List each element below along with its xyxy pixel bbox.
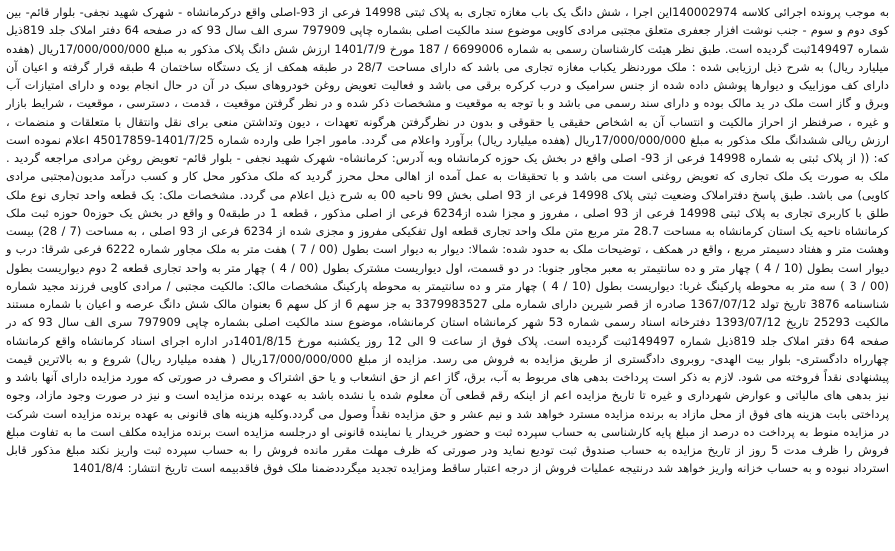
notice-date-label: تاریخ انتشار: (127, 461, 188, 476)
notice-publish-date: 1401/8/4 (72, 461, 124, 476)
notice-body-text: به موجب پرونده اجرائی کلاسه 140002974این اجرا ، شش دانگ یک باب مغازه تجاری به پلاک ثبتی 14998 فرعی از 93-اصلی واقع درکرمانشاه - شهرک شهید نجفی- بلوار قائم- بین کوی دوم و سوم - جنب نوشت افزار جعفری متعلق مجتبی مرادی کاویی موضوع سند مالکیت اصلی بشماره چاپی 797909 سری الف سال 93 که در صفحه 64 دفتر املاک جلد 819ذیل شماره 149497ثبت گردیده است. طبق نظر هیئت کارشناسان رسمی به شماره 6699006 / 187 مورخ 1401/7/9 ارزش شش دانگ پلاک مذکور به مبلغ 17/000/000/000ریال (هفده میلیارد ریال) به شرح ذیل ارزیابی شده : ملک موردنظر یکباب مغازه تجاری می باشد که دارای مساحت 28/7 در طبقه همکف از یک دستگاه ساختمان 4 طبقه قرار گرفته و اعیان آن دارای کف موزاییک و دیوارها پوشش داده شده از جنس سرامیک و درب کرکره برقی می باشد و فعالیت تعویض روغن خودروهای سبک در آن در حال انجام بوده و دارای امتیازات آب وبرق و گاز است ملک در ید مالک بوده و دارای سند رسمی می باشد و با توجه به موقعیت و مشخصات ذکر شده و در نظر گرفتن موقعیت ، قدمت ، دسترسی ، موقعیت ، شرایط بازار و غیره ، صرفنظر از احراز مالکیت و انتساب آن به اشخاص حقیقی یا حقوقی و بدون در نظرگرفتن هرگونه تعهدات ، دیون وتداشتن منعی برای نقل وانتقال با متعلقات و منضمات ، ارزش ریالی ششدانگ ملک مذکور به مبلغ 17/000/000/000ریال (هفده میلیارد ریال) برآورد واعلام می گردد. مامور اجرا طی وارده شماره 1401/7/25-45017859 اعلام نموده است که: (( از پلاک ثبتی به شماره 14998 فرعی از 93- اصلی واقع در بخش یک حوزه کرمانشاه وبه آدرس: کرمانشاه- شهرک شهید نجفی - بلوار قائم- تعویض روغن مرادی مراجعه گردید . ملک به صورت یک ملک تجاری که تعویض روغنی است می باشد و با تحقیقات به عمل آمده از اهالی محل محرز گردید که ملک مذکور محل کار و کسب درآمد مدیون(مجتبی مرادی کاویی) می باشد. طبق پاسخ دفتراملاک وضعیت ثبتی پلاک 14998 فرعی از 93 اصلی بخش 99 ناحیه 00 به شرح ذیل اعلام می گردد. مشخصات ملک: یک قطعه واحد تجاری نوع ملک طلق با کاربری تجاری به پلاک ثبتی 14998 فرعی از 93 اصلی ، مفروز و مجزا شده از6234 فرعی از اصلی مذکور ، قطعه 1 در طبقه0 و واقع در بخش یک حوزه0 حوزه ثبت ملک کرمانشاه ناحیه یک استان کرمانشاه به مساحت 28.7 متر مربع متن ملک واحد تجاری قطعه اول تفکیکی مفروز و مجزی شده از 6234 فرعی از 93 اصلی ، به مساحت (7 / 28) بیست وهشت متر و هفتاد دسیمتر مربع ، واقع در همکف ، توضیحات ملک به حدود شده: شمالا: دیوار به دیوار است بطول (00 / 7 ) هفت متر به ملک مجاور شماره 6222 فرعی شرقا: درب و دیوار است بطول (10 / 4 ) چهار متر و ده سانتیمتر به معبر مجاور جنوبا: در دو قسمت، اول دیواریست مشترک بطول (00 / 4 ) چهار متر به واحد تجاری قطعه 2 دوم دیواریست بطول (00 / 3 ) سه متر به محوطه پارکینگ غربا: دیواریست بطول (10 / 4 ) چهار متر و ده سانتیمتر به محوطه پارکینگ مشخصات مالک: مالکیت مجتبی / مرادی کاویی فرزند مجید شماره شناسنامه 3876 تاریخ تولد 1367/07/12 صادره از قصر شیرین دارای شماره ملی 3379983527 به جز سهم 6 از کل سهم 6 بعنوان مالک شش دانگ عرصه و اعیان با شماره مستند مالکیت 25293 تاریخ 1393/07/12 دفترخانه اسناد رسمی شماره 53 شهر کرمانشاه استان کرمانشاه، موضوع سند مالکیت اصلی بشماره چاپی 797909 سری الف سال 93 که در صفحه 64 دفتر املاک جلد 819ذیل شماره 149497ثبت گردیده است. پلاک فوق از ساعت 9 الی 12 روز یکشنبه مورخ 1401/8/15در اداره اجرای اسناد کرمانشاه واقع کرمانشاه چهارراه دادگستری- بلوار بیت الهدی- روبروی دادگستری از طریق مزایده به فروش می رسد. مزایده از مبلغ 17/000/000/000ریال ( هفده میلیارد ریال) شروع و به بالاترین قیمت پیشنهادی نقداً فروخته می شود. لازم به ذکر است پرداخت بدهی های مربوط به آب، برق، گاز اعم از حق انشعاب و یا حق اشتراک و مصرف در صورتی که مورد مزایده دارای آنها باشد و نیز بدهی های مالیاتی و عوارض شهرداری و غیره تا تاریخ مزایده اعم از اینکه رقم قطعی آن معلوم شده یا نشده باشد به عهده برنده مزایده است و نیز در صورت وجود مازاد، وجوه پرداختی بابت هزینه های فوق از محل مازاد به برنده مزایده مسترد خواهد شد و نیم عشر و حق مزایده نقداً وصول می گردد.وکلیه هزینه های قانونی به عهده برنده مزایده است شرکت در مزایده منوط به پرداخت ده درصد از مبلغ پایه کارشناسی به حساب سپرده ثبت و حضور خریدار یا نماینده قانونی او درجلسه مزایده است برنده مزایده مکلف است ما به تفاوت مبلغ فروش را ظرف مدت 5 روز از تاریخ مزایده به حساب صندوق ثبت تودیع نماید ودر صورتی که ظرف مهلت مقرر مانده فروش را به حساب سپرده ثبت واریز نکند مبلغ مذکور قابل استرداد نبوده و به حساب خزانه واریز خواهد شد درنتیجه عملیات فروش از درجه اعتبار ساقط ومزایده تجدید میگرددضمنا ملک فوق فاقدبیمه است (6, 5, 890, 476)
